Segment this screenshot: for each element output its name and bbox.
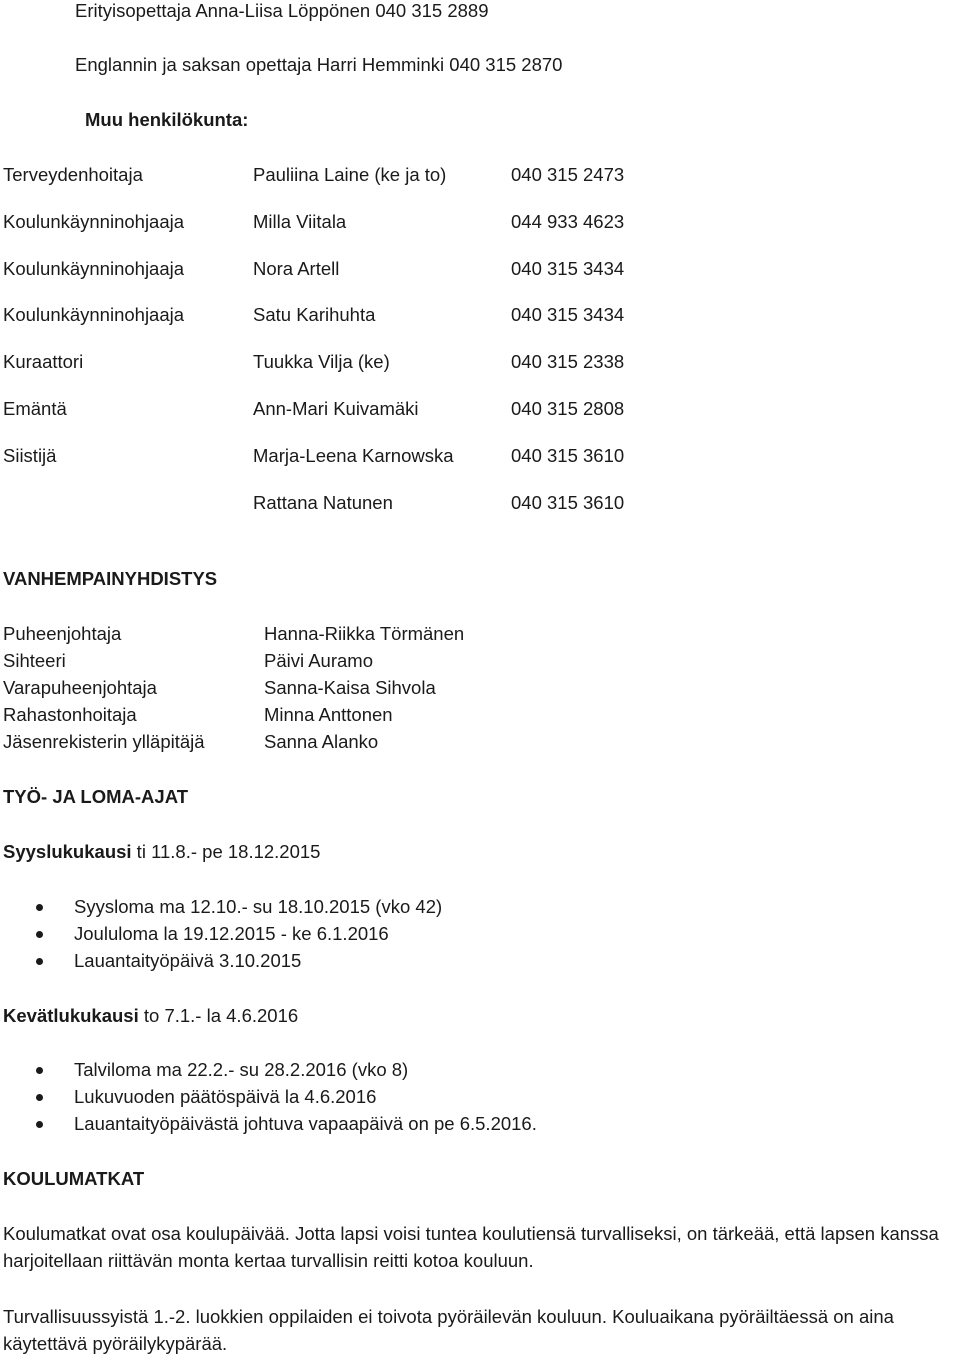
parents-role: Puheenjohtaja: [3, 623, 122, 644]
staff-name: Tuukka Vilja (ke): [253, 351, 390, 372]
autumn-dates: ti 11.8.- pe 18.12.2015: [131, 841, 321, 862]
staff-role: Siistijä: [3, 445, 57, 466]
teacher-line-2: Englannin ja saksan opettaja Harri Hemminki 040 315 2870: [75, 54, 563, 75]
parents-name: Sanna-Kaisa Sihvola: [264, 677, 436, 698]
staff-name: Ann-Mari Kuivamäki: [253, 398, 419, 419]
spring-item: Lauantaityöpäivästä johtuva vapaapäivä on pe 6.5.2016.: [74, 1113, 537, 1134]
parents-name: Sanna Alanko: [264, 731, 379, 752]
parents-role: Jäsenrekisterin ylläpitäjä: [3, 731, 205, 752]
staff-phone: 040 315 2808: [511, 398, 625, 419]
staff-phone: 040 315 2473: [511, 164, 625, 185]
staff-phone: 040 315 3610: [511, 492, 625, 513]
staff-name: Marja-Leena Karnowska: [253, 445, 454, 466]
staff-phone: 040 315 2338: [511, 351, 625, 372]
bullet-icon: [36, 904, 43, 911]
bullet-icon: [36, 958, 43, 965]
parents-role: Rahastonhoitaja: [3, 704, 137, 725]
spring-item: Lukuvuoden päätöspäivä la 4.6.2016: [74, 1086, 377, 1107]
parents-name: Minna Anttonen: [264, 704, 393, 725]
staff-phone: 044 933 4623: [511, 211, 625, 232]
spring-term: [3, 1005, 298, 1027]
autumn-label: Syyslukukausi: [3, 841, 132, 862]
autumn-item: Joululoma la 19.12.2015 - ke 6.1.2016: [74, 923, 389, 944]
staff-name: Rattana Natunen: [253, 492, 393, 513]
teacher-line-1: Erityisopettaja Anna-Liisa Löppönen 040 315 2889: [75, 0, 489, 21]
spring-dates: to 7.1.- la 4.6.2016: [138, 1005, 299, 1026]
autumn-item: Lauantaityöpäivä 3.10.2015: [74, 950, 302, 971]
bullet-icon: [36, 931, 43, 938]
staff-name: Satu Karihuhta: [253, 304, 376, 325]
parents-name: Hanna-Riikka Törmänen: [264, 623, 465, 644]
staff-role: Koulunkäynninohjaaja: [3, 211, 185, 232]
trips-paragraph-1: Koulumatkat ovat osa koulupäivää. Jotta lapsi voisi tuntea koulutiensä turvalliseksi, on tärkeää, että lapsen kanssa harjoitellaan riittävän monta kertaa turvallisin reitti kotoa kouluun.: [3, 1223, 939, 1271]
trips-heading: KOULUMATKAT: [3, 1168, 145, 1189]
staff-role: Terveydenhoitaja: [3, 164, 143, 185]
staff-role: Emäntä: [3, 398, 67, 419]
bullet-icon: [36, 1067, 43, 1074]
work-heading: TYÖ- JA LOMA-AJAT: [3, 786, 188, 807]
staff-name: Nora Artell: [253, 258, 340, 279]
autumn-item: Syysloma ma 12.10.- su 18.10.2015 (vko 42): [74, 896, 443, 917]
staff-phone: 040 315 3610: [511, 445, 625, 466]
staff-heading: Muu henkilökunta:: [85, 109, 249, 130]
staff-phone: 040 315 3434: [511, 304, 625, 325]
staff-name: Milla Viitala: [253, 211, 347, 232]
parents-role: Varapuheenjohtaja: [3, 677, 157, 698]
staff-role: Koulunkäynninohjaaja: [3, 258, 185, 279]
staff-role: Koulunkäynninohjaaja: [3, 304, 185, 325]
staff-phone: 040 315 3434: [511, 258, 625, 279]
bullet-icon: [36, 1094, 43, 1101]
trips-paragraph-2: Turvallisuussyistä 1.-2. luokkien oppilaiden ei toivota pyöräilevän kouluun. Kouluaikana pyöräiltäessä on aina käytettävä pyöräilykypärää.: [3, 1306, 894, 1354]
bullet-icon: [36, 1121, 43, 1128]
spring-label: Kevätlukukausi: [3, 1005, 139, 1026]
staff-role: Kuraattori: [3, 351, 84, 372]
spring-item: Talviloma ma 22.2.- su 28.2.2016 (vko 8): [74, 1059, 409, 1080]
parents-name: Päivi Auramo: [264, 650, 373, 671]
parents-role: Sihteeri: [3, 650, 66, 671]
staff-name: Pauliina Laine (ke ja to): [253, 164, 447, 185]
parents-heading: VANHEMPAINYHDISTYS: [3, 568, 218, 589]
autumn-term: [3, 841, 320, 863]
